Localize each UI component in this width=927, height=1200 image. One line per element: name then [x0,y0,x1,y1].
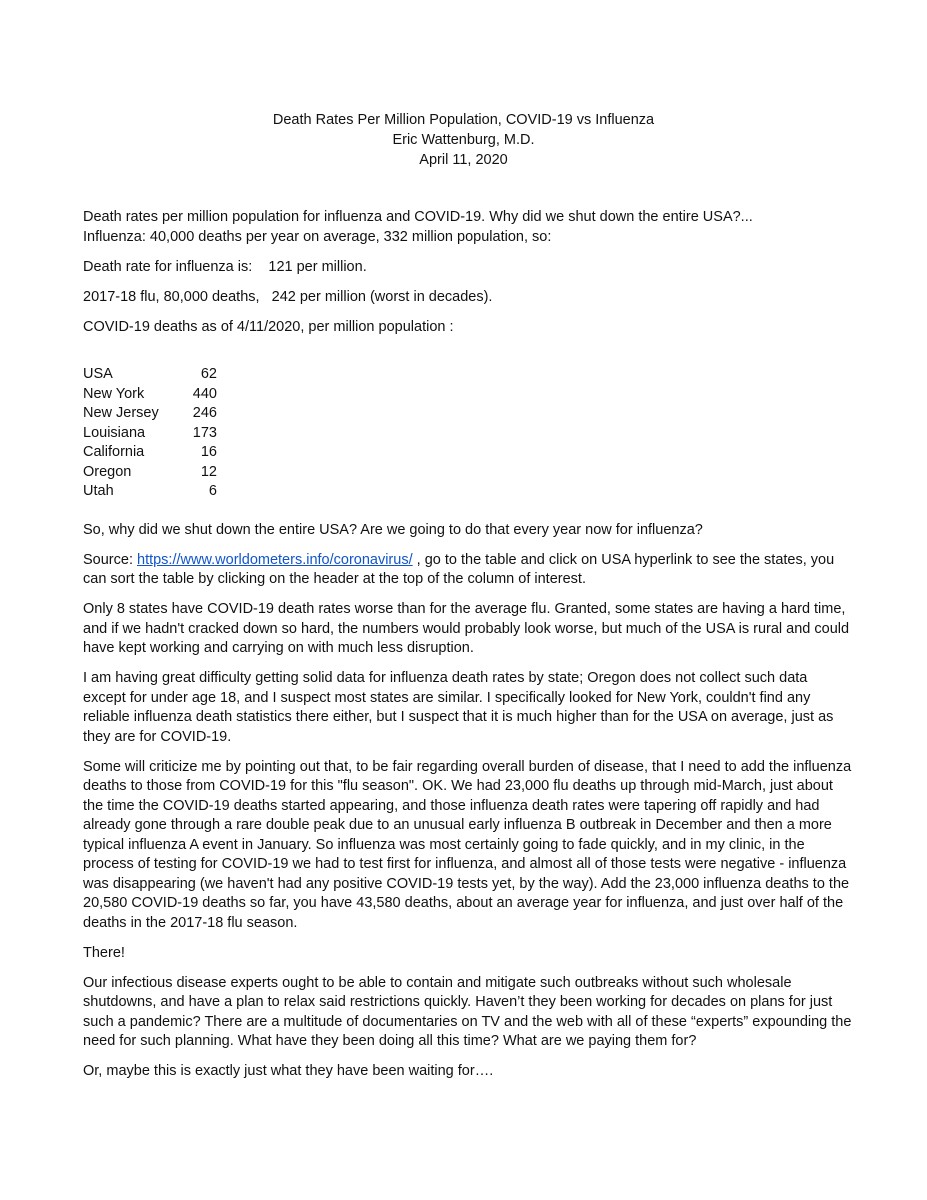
intro-line-1: Death rates per million population for influenza and COVID-19. Why did we shut down the entire USA?... [83,209,753,225]
paragraph-states: Only 8 states have COVID-19 death rates worse than for the average flu. Granted, some states are having a hard time, and if we hadn't cracked down so hard, the numbers would probably look worse, but much of the USA is rural and could have kept working and carrying on with much less disruption. [83,601,850,656]
paragraph-there: There! [83,944,125,961]
deaths-per-million: 246 [192,405,217,421]
deaths-per-million: 440 [192,385,217,402]
flu-2017-line: 2017-18 flu, 80,000 deaths, 242 per million (worst in decades). [83,288,493,305]
document-header [0,110,927,170]
source-text: , go to the table and click on USA hyperlink to see the states, you can sort the table by clicking on the header at the top of the column of interest. [83,551,835,587]
deaths-per-million: 62 [200,366,217,382]
region-name: Oregon [83,463,132,480]
table-row [83,424,853,444]
deaths-per-million: 6 [208,483,217,499]
source-paragraph [83,551,853,590]
source-label: Source: [83,551,137,568]
table-row [83,482,853,502]
region-name: New Jersey [83,405,159,421]
table-row [83,385,853,405]
document-author: Eric Wattenburg, M.D. [392,132,535,148]
intro-paragraph [83,208,853,247]
flu-rate-value: 121 per million. [268,258,367,275]
deaths-per-million: 173 [192,424,217,441]
flu-rate-line [83,258,853,278]
covid-heading: COVID-19 deaths as of 4/11/2020, per million population : [83,318,454,335]
document-body [83,208,853,1092]
region-name: USA [83,366,113,382]
table-row [83,463,853,483]
source-link[interactable]: https://www.worldometers.info/coronavirus/ [137,551,413,568]
deaths-per-million: 16 [200,444,217,460]
intro-line-2: Influenza: 40,000 deaths per year on average, 332 million population, so: [83,228,552,245]
region-name: Utah [83,483,114,499]
region-name: California [83,444,145,460]
document-title: Death Rates Per Million Population, COVID-19 vs Influenza [272,112,655,128]
paragraph-data-difficulty: I am having great difficulty getting solid data for influenza death rates by state; Oregon does not collect such data except for under age 18, and I suspect most states are similar. I specifically looked for New York, couldn't find any reliable influenza death statistics there either, but I suspect that it is much higher than for the USA on average, just as they are for COVID-19. [83,670,834,745]
document-date: April 11, 2020 [419,152,508,168]
deaths-per-million: 12 [200,463,217,480]
region-name: New York [83,385,145,402]
paragraph-criticism: Some will criticize me by pointing out that, to be fair regarding overall burden of disease, that I need to add the influenza deaths to those from COVID-19 for this "flu season". OK. We had 23,000 flu deaths up through mid-March, just about the time the COVID-19 deaths started appearing, and those influenza death rates were tapering off rapidly and had already gone through a rare double peak due to an unusual early influenza B outbreak in December and then a more typical influenza A event in January. So influenza was most certainly going to fade quickly, and in my clinic, in the process of testing for COVID-19 we had to test first for influenza, and almost all of those tests were negative - influenza was disappearing (we haven't had any positive COVID-19 tests yet, by the way). Add the 23,000 influenza deaths to the 20,580 COVID-19 deaths so far, you have 43,580 deaths, about an average year for influenza, and just over half of the deaths in the 2017-18 flu season. [83,758,852,931]
question-paragraph: So, why did we shut down the entire USA? Are we going to do that every year now for influenza? [83,521,703,538]
flu-rate-label: Death rate for influenza is: [83,258,253,275]
paragraph-experts: Our infectious disease experts ought to be able to contain and mitigate such outbreaks without such wholesale shutdowns, and have a plan to relax said restrictions quickly. Haven’t they been working for decades on plans for just such a pandemic? There are a multitude of documentaries on TV and the web with all of these “experts” expounding the need for such planning. What have they been doing all this time? What are we paying them for? [83,974,852,1049]
region-name: Louisiana [83,424,146,441]
table-row [83,404,853,424]
table-row [83,443,853,463]
covid-death-table [83,365,853,502]
paragraph-closing: Or, maybe this is exactly just what they have been waiting for…. [83,1063,494,1079]
table-row [83,365,853,385]
